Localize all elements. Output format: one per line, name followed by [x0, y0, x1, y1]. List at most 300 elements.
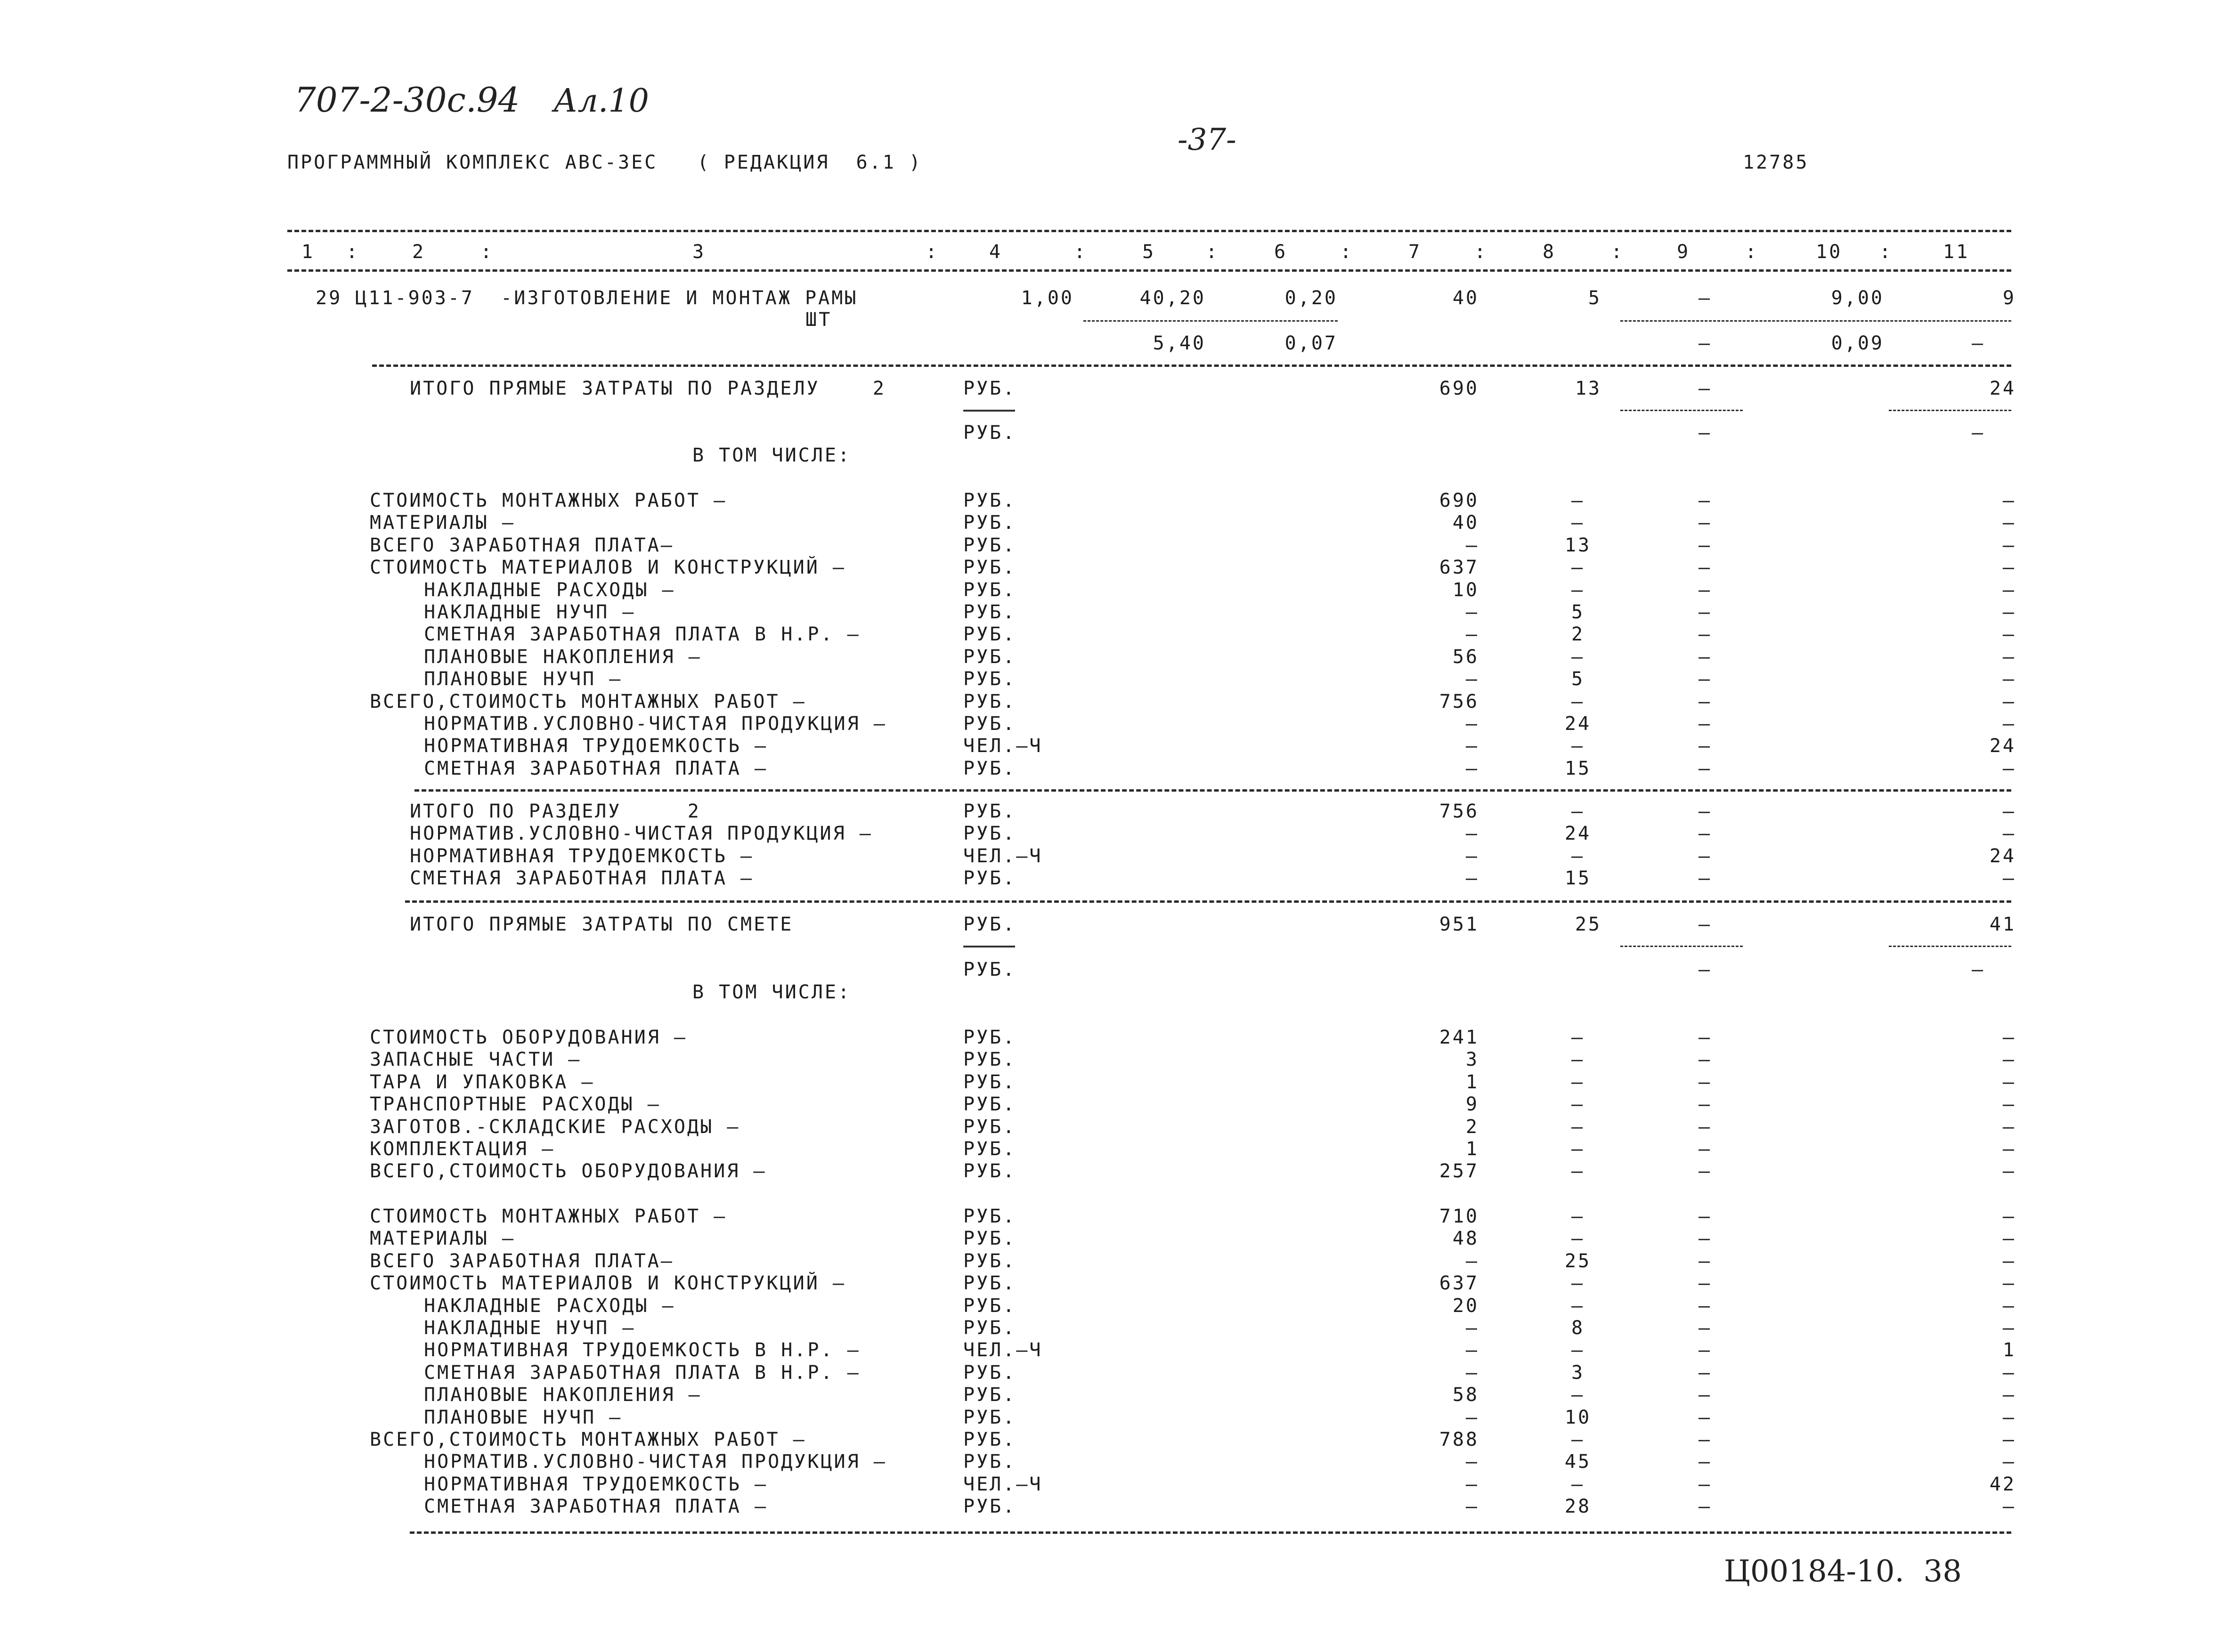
- section-row-unit: РУБ.: [963, 512, 1016, 534]
- equipment-row-c11: –: [2002, 1138, 2016, 1160]
- works-row-c9: –: [1698, 1206, 1712, 1227]
- summary-row-c9: –: [1698, 801, 1712, 822]
- column-header-cell: 1: [301, 241, 315, 263]
- works-row-c11: –: [2002, 1406, 2016, 1428]
- equipment-row-c7: 2: [1465, 1116, 1479, 1138]
- section-row-c9: –: [1698, 579, 1712, 601]
- equipment-row-c11: –: [2002, 1049, 2016, 1071]
- equipment-row-c7: 3: [1465, 1049, 1479, 1071]
- works-row-c8: –: [1571, 1429, 1585, 1450]
- works-row-c7: –: [1465, 1451, 1479, 1473]
- works-row-unit: РУБ.: [963, 1406, 1016, 1428]
- estimate-total-c9-2: –: [1698, 959, 1712, 980]
- equipment-row-c8: –: [1571, 1093, 1585, 1116]
- works-row-label: ВСЕГО,СТОИМОСТЬ МОНТАЖНЫХ РАБОТ –: [370, 1429, 806, 1450]
- section-row-label: МАТЕРИАЛЫ –: [370, 512, 515, 534]
- section-row-unit: РУБ.: [963, 713, 1016, 735]
- section-row-c9: –: [1698, 713, 1712, 735]
- works-row-c8: –: [1571, 1473, 1585, 1495]
- section-row-label: СТОИМОСТЬ МОНТАЖНЫХ РАБОТ –: [370, 490, 727, 511]
- column-header-cell: 5: [1142, 241, 1156, 263]
- equipment-row-label: ТАРА И УПАКОВКА –: [370, 1071, 595, 1093]
- works-row-unit: РУБ.: [963, 1384, 1016, 1406]
- program-title: ПРОГРАММНЫЙ КОМПЛЕКС АВС-3ЕС ( РЕДАКЦИЯ 6.1 ): [287, 152, 922, 173]
- summary-row-label: СМЕТНАЯ ЗАРАБОТНАЯ ПЛАТА –: [410, 867, 754, 890]
- equipment-row-c11: –: [2002, 1160, 2016, 1182]
- works-row-c8: 25: [1564, 1250, 1592, 1272]
- section-row-c9: –: [1698, 690, 1712, 713]
- works-row-c9: –: [1698, 1317, 1712, 1339]
- estimate-total-c11-2: –: [1971, 959, 1985, 980]
- summary-row-c8: –: [1571, 801, 1585, 822]
- section-row-c11: –: [2002, 668, 2016, 690]
- works-row-c11: –: [2002, 1451, 2016, 1473]
- section-row-c7: –: [1465, 601, 1479, 623]
- section-row-c8: –: [1571, 646, 1585, 668]
- works-row-c9: –: [1698, 1496, 1712, 1518]
- works-row-unit: РУБ.: [963, 1272, 1016, 1295]
- equipment-row-c9: –: [1698, 1027, 1712, 1048]
- summary-row-label: ИТОГО ПО РАЗДЕЛУ 2: [410, 801, 701, 822]
- section-row-c9: –: [1698, 512, 1712, 534]
- column-header-cell: 10: [1816, 241, 1843, 263]
- works-row-label: НОРМАТИВНАЯ ТРУДОЕМКОСТЬ В Н.Р. –: [424, 1339, 861, 1361]
- section-row-c7: 756: [1439, 690, 1479, 713]
- summary-row-unit: ЧЕЛ.–Ч: [963, 845, 1043, 867]
- works-row-c8: 8: [1571, 1317, 1585, 1339]
- item-c10a: 9,00: [1831, 287, 1884, 309]
- section-row-c8: –: [1571, 512, 1585, 534]
- equipment-row-c7: 1: [1465, 1071, 1479, 1093]
- works-row-c8: 45: [1564, 1451, 1592, 1473]
- header-top-rule: [287, 230, 2011, 232]
- item-c8: 5: [1588, 287, 1601, 309]
- works-row-label: ПЛАНОВЫЕ НАКОПЛЕНИЯ –: [424, 1384, 702, 1406]
- section-row-c8: –: [1571, 490, 1585, 511]
- summary-row-c7: 756: [1439, 801, 1479, 822]
- equipment-row-c7: 9: [1465, 1093, 1479, 1116]
- section-row-c11: –: [2002, 757, 2016, 779]
- works-row-c9: –: [1698, 1272, 1712, 1295]
- equipment-row-c9: –: [1698, 1138, 1712, 1160]
- works-row-c11: –: [2002, 1228, 2016, 1250]
- works-row-c7: –: [1465, 1361, 1479, 1384]
- section-row-unit: РУБ.: [963, 690, 1016, 713]
- section-row-c9: –: [1698, 668, 1712, 690]
- equipment-row-c8: –: [1571, 1049, 1585, 1071]
- in-that-number-heading: В ТОМ ЧИСЛЕ:: [692, 445, 851, 466]
- equipment-row-c8: –: [1571, 1138, 1585, 1160]
- column-header-cell: 4: [989, 241, 1003, 263]
- works-row-c11: –: [2002, 1295, 2016, 1317]
- section-row-label: ПЛАНОВЫЕ НУЧП –: [424, 668, 623, 690]
- column-header-cell: 11: [1943, 241, 1970, 263]
- section-row-c11: –: [2002, 512, 2016, 534]
- item-c6a: 0,20: [1284, 287, 1338, 309]
- summary-row-c8: 15: [1564, 867, 1592, 890]
- column-header-cell: :: [480, 241, 494, 263]
- works-row-c7: –: [1465, 1473, 1479, 1495]
- works-row-label: СТОИМОСТЬ МАТЕРИАЛОВ И КОНСТРУКЦИЙ –: [370, 1272, 846, 1295]
- estimate-total-c9-underline: [1620, 946, 1743, 947]
- item-c6b: 0,07: [1284, 332, 1338, 354]
- section-row-c8: –: [1571, 690, 1585, 713]
- equipment-row-c9: –: [1698, 1116, 1712, 1138]
- section-row-label: ВСЕГО,СТОИМОСТЬ МОНТАЖНЫХ РАБОТ –: [370, 690, 806, 713]
- section-total-c11-underline: [1889, 410, 2011, 411]
- column-header-cell: :: [1206, 241, 1219, 263]
- works-row-label: НОРМАТИВ.УСЛОВНО-ЧИСТАЯ ПРОДУКЦИЯ –: [424, 1451, 887, 1473]
- equipment-row-c11: –: [2002, 1071, 2016, 1093]
- works-row-unit: РУБ.: [963, 1250, 1016, 1272]
- works-row-unit: РУБ.: [963, 1361, 1016, 1384]
- section-row-c8: 24: [1564, 713, 1592, 735]
- section-row-label: СМЕТНАЯ ЗАРАБОТНАЯ ПЛАТА В Н.Р. –: [424, 624, 861, 646]
- works-row-c8: 10: [1564, 1406, 1592, 1428]
- item-c7: 40: [1452, 287, 1479, 309]
- column-header-cell: 9: [1677, 241, 1691, 263]
- section-row-c11: 24: [1989, 735, 2016, 757]
- works-row-c7: 710: [1439, 1206, 1479, 1227]
- item-c5b: 5,40: [1153, 332, 1206, 354]
- page-number: -37-: [1178, 122, 1236, 157]
- works-row-unit: РУБ.: [963, 1429, 1016, 1450]
- equipment-row-label: ЗАГОТОВ.-СКЛАДСКИЕ РАСХОДЫ –: [370, 1116, 740, 1138]
- section-total-unit-underline: [963, 410, 1015, 412]
- section-row-c7: 690: [1439, 490, 1479, 511]
- section-row-unit: РУБ.: [963, 624, 1016, 646]
- equipment-row-label: ТРАНСПОРТНЫЕ РАСХОДЫ –: [370, 1093, 661, 1116]
- section-row-c8: 2: [1571, 624, 1585, 646]
- summary-row-c11: 24: [1989, 845, 2016, 867]
- section-row-c8: –: [1571, 579, 1585, 601]
- item-description: 29 Ц11-903-7 -ИЗГОТОВЛЕНИЕ И МОНТАЖ РАМЫ: [316, 287, 858, 309]
- column-header-cell: :: [1879, 241, 1893, 263]
- equipment-row-unit: РУБ.: [963, 1093, 1016, 1116]
- item-bottom-rule: [372, 364, 2011, 367]
- works-row-c7: 58: [1452, 1384, 1479, 1406]
- works-row-label: ПЛАНОВЫЕ НУЧП –: [424, 1406, 623, 1428]
- section-row-unit: ЧЕЛ.–Ч: [963, 735, 1043, 757]
- estimate-total-unit: РУБ.: [963, 914, 1016, 935]
- item-c10b: 0,09: [1831, 332, 1884, 354]
- equipment-row-c9: –: [1698, 1093, 1712, 1116]
- section-row-c11: –: [2002, 690, 2016, 713]
- works-row-unit: РУБ.: [963, 1317, 1016, 1339]
- column-header-cell: :: [1611, 241, 1625, 263]
- section-row-c9: –: [1698, 757, 1712, 779]
- summary-row-c9: –: [1698, 867, 1712, 890]
- works-row-c7: 20: [1452, 1295, 1479, 1317]
- equipment-row-c7: 1: [1465, 1138, 1479, 1160]
- summary-row-c7: –: [1465, 867, 1479, 890]
- summary-row-c7: –: [1465, 823, 1479, 845]
- item-sub-rule-a: [1083, 320, 1338, 322]
- works-row-c9: –: [1698, 1295, 1712, 1317]
- section-row-label: ПЛАНОВЫЕ НАКОПЛЕНИЯ –: [424, 646, 702, 668]
- equipment-row-c8: –: [1571, 1116, 1585, 1138]
- section-row-c9: –: [1698, 624, 1712, 646]
- column-header-cell: 6: [1274, 241, 1288, 263]
- section-row-c9: –: [1698, 601, 1712, 623]
- footer-stamp: Ц00184-10. 38: [1724, 1554, 1962, 1589]
- section-row-c7: 56: [1452, 646, 1479, 668]
- works-row-c8: –: [1571, 1272, 1585, 1295]
- works-row-c8: –: [1571, 1384, 1585, 1406]
- section-row-c8: 15: [1564, 757, 1592, 779]
- works-row-unit: РУБ.: [963, 1295, 1016, 1317]
- summary-row-label: НОРМАТИВНАЯ ТРУДОЕМКОСТЬ –: [410, 845, 754, 867]
- section-total-unit: РУБ.: [963, 378, 1016, 399]
- column-header-cell: :: [1340, 241, 1354, 263]
- section-row-c7: –: [1465, 735, 1479, 757]
- estimate-total-c8: 25: [1575, 914, 1601, 935]
- works-row-c11: –: [2002, 1206, 2016, 1227]
- equipment-row-unit: РУБ.: [963, 1071, 1016, 1093]
- section-row-c7: 40: [1452, 512, 1479, 534]
- works-row-label: СМЕТНАЯ ЗАРАБОТНАЯ ПЛАТА –: [424, 1496, 768, 1518]
- works-row-c9: –: [1698, 1429, 1712, 1450]
- works-row-c9: –: [1698, 1339, 1712, 1361]
- estimate-total-unit-underline: [963, 946, 1015, 947]
- works-row-unit: РУБ.: [963, 1496, 1016, 1518]
- section-row-c9: –: [1698, 735, 1712, 757]
- section-row-label: НАКЛАДНЫЕ НУЧП –: [424, 601, 636, 623]
- section-row-c8: –: [1571, 557, 1585, 579]
- works-row-c8: –: [1571, 1295, 1585, 1317]
- column-header-cell: 7: [1408, 241, 1422, 263]
- equipment-row-unit: РУБ.: [963, 1138, 1016, 1160]
- section-row-c11: –: [2002, 490, 2016, 511]
- works-row-label: НАКЛАДНЫЕ НУЧП –: [424, 1317, 636, 1339]
- column-header-cell: :: [346, 241, 360, 263]
- summary-row-c8: –: [1571, 845, 1585, 867]
- section-row-unit: РУБ.: [963, 490, 1016, 511]
- works-row-label: СТОИМОСТЬ МОНТАЖНЫХ РАБОТ –: [370, 1206, 727, 1227]
- summary-row-label: НОРМАТИВ.УСЛОВНО-ЧИСТАЯ ПРОДУКЦИЯ –: [410, 823, 873, 845]
- section-row-unit: РУБ.: [963, 579, 1016, 601]
- equipment-row-label: ЗАПАСНЫЕ ЧАСТИ –: [370, 1049, 582, 1071]
- column-header-cell: 2: [412, 241, 426, 263]
- equipment-row-c11: –: [2002, 1116, 2016, 1138]
- section-row-c8: 5: [1571, 668, 1585, 690]
- section-row-c9: –: [1698, 646, 1712, 668]
- section-row-c7: –: [1465, 534, 1479, 556]
- doc-code: 707-2-30с.94: [294, 80, 520, 120]
- estimate-total-label: ИТОГО ПРЯМЫЕ ЗАТРАТЫ ПО СМЕТЕ: [410, 914, 794, 935]
- equipment-row-unit: РУБ.: [963, 1027, 1016, 1048]
- item-c11: 9: [2002, 287, 2016, 309]
- section-row-label: НАКЛАДНЫЕ РАСХОДЫ –: [424, 579, 675, 601]
- works-row-c11: –: [2002, 1250, 2016, 1272]
- works-row-c11: –: [2002, 1361, 2016, 1384]
- summary-row-c11: –: [2002, 801, 2016, 822]
- works-row-c11: –: [2002, 1429, 2016, 1450]
- item-unit: ШТ: [805, 309, 832, 331]
- equipment-row-c11: –: [2002, 1093, 2016, 1116]
- equipment-row-c8: –: [1571, 1071, 1585, 1093]
- works-row-c11: –: [2002, 1496, 2016, 1518]
- section-total-unit-2: РУБ.: [963, 422, 1016, 444]
- estimate-total-c11-underline: [1889, 946, 2011, 947]
- section-row-c11: –: [2002, 646, 2016, 668]
- works-row-c7: 48: [1452, 1228, 1479, 1250]
- column-header-cell: :: [1745, 241, 1759, 263]
- equipment-row-label: КОМПЛЕКТАЦИЯ –: [370, 1138, 555, 1160]
- section-row-c8: 5: [1571, 601, 1585, 623]
- works-row-c9: –: [1698, 1250, 1712, 1272]
- section-row-c9: –: [1698, 490, 1712, 511]
- equipment-row-c7: 257: [1439, 1160, 1479, 1182]
- equipment-row-unit: РУБ.: [963, 1160, 1016, 1182]
- works-row-c11: 1: [2002, 1339, 2016, 1361]
- works-row-c9: –: [1698, 1473, 1712, 1495]
- works-row-c9: –: [1698, 1406, 1712, 1428]
- works-row-c9: –: [1698, 1361, 1712, 1384]
- works-row-c11: 42: [1989, 1473, 2016, 1495]
- section-row-unit: РУБ.: [963, 757, 1016, 779]
- equipment-row-c8: –: [1571, 1160, 1585, 1182]
- works-row-unit: РУБ.: [963, 1228, 1016, 1250]
- works-row-label: НОРМАТИВНАЯ ТРУДОЕМКОСТЬ –: [424, 1473, 768, 1495]
- summary-row-c7: –: [1465, 845, 1479, 867]
- section-total-c11: 24: [1989, 378, 2016, 399]
- works-row-label: ВСЕГО ЗАРАБОТНАЯ ПЛАТА–: [370, 1250, 674, 1272]
- section-row-c11: –: [2002, 534, 2016, 556]
- section-row-label: НОРМАТИВ.УСЛОВНО-ЧИСТАЯ ПРОДУКЦИЯ –: [424, 713, 887, 735]
- summary-row-unit: РУБ.: [963, 801, 1016, 822]
- column-header-cell: :: [1474, 241, 1488, 263]
- section-row-c7: 10: [1452, 579, 1479, 601]
- estimate-total-c11: 41: [1989, 914, 2016, 935]
- section-summary-rule: [405, 900, 2011, 903]
- section-row-c11: –: [2002, 579, 2016, 601]
- works-row-c9: –: [1698, 1384, 1712, 1406]
- summary-row-unit: РУБ.: [963, 823, 1016, 845]
- column-header-cell: :: [926, 241, 939, 263]
- section-row-c9: –: [1698, 557, 1712, 579]
- summary-row-c11: –: [2002, 867, 2016, 890]
- section-breakdown-rule: [415, 789, 2011, 792]
- item-c9a: –: [1698, 287, 1712, 309]
- works-row-unit: РУБ.: [963, 1206, 1016, 1227]
- works-row-c7: –: [1465, 1317, 1479, 1339]
- item-c9b: –: [1698, 332, 1712, 354]
- item-c5a: 40,20: [1139, 287, 1206, 309]
- equipment-row-c9: –: [1698, 1160, 1712, 1182]
- section-row-c9: –: [1698, 534, 1712, 556]
- section-row-label: СМЕТНАЯ ЗАРАБОТНАЯ ПЛАТА –: [424, 757, 768, 779]
- section-row-c11: –: [2002, 624, 2016, 646]
- works-row-c7: –: [1465, 1250, 1479, 1272]
- summary-row-c11: –: [2002, 823, 2016, 845]
- equipment-row-c8: –: [1571, 1027, 1585, 1048]
- header-bottom-rule: [287, 269, 2011, 272]
- section-row-c11: –: [2002, 601, 2016, 623]
- section-row-c7: –: [1465, 757, 1479, 779]
- works-row-label: МАТЕРИАЛЫ –: [370, 1228, 515, 1250]
- equipment-row-unit: РУБ.: [963, 1116, 1016, 1138]
- column-header-cell: :: [1074, 241, 1088, 263]
- item-c11b: –: [1971, 332, 1985, 354]
- section-row-c11: –: [2002, 713, 2016, 735]
- item-qty: 1,00: [1021, 287, 1074, 309]
- equipment-row-label: ВСЕГО,СТОИМОСТЬ ОБОРУДОВАНИЯ –: [370, 1160, 767, 1182]
- works-row-c11: –: [2002, 1272, 2016, 1295]
- column-header-cell: 8: [1543, 241, 1556, 263]
- equipment-row-unit: РУБ.: [963, 1049, 1016, 1071]
- estimate-total-c9: –: [1698, 914, 1712, 935]
- section-row-c11: –: [2002, 557, 2016, 579]
- works-row-c8: –: [1571, 1228, 1585, 1250]
- works-row-c8: 3: [1571, 1361, 1585, 1384]
- section-total-c9-2: –: [1698, 422, 1712, 444]
- section-total-c8: 13: [1575, 378, 1601, 399]
- equipment-row-label: СТОИМОСТЬ ОБОРУДОВАНИЯ –: [370, 1027, 687, 1048]
- in-that-number-heading-2: В ТОМ ЧИСЛЕ:: [692, 981, 851, 1003]
- section-row-c8: 13: [1564, 534, 1592, 556]
- section-total-label: ИТОГО ПРЯМЫЕ ЗАТРАТЫ ПО РАЗДЕЛУ 2: [410, 378, 886, 399]
- section-total-c9-underline: [1620, 410, 1743, 411]
- works-row-label: НАКЛАДНЫЕ РАСХОДЫ –: [424, 1295, 675, 1317]
- section-row-c7: 637: [1439, 557, 1479, 579]
- section-row-c8: –: [1571, 735, 1585, 757]
- section-row-c7: –: [1465, 713, 1479, 735]
- equipment-row-c9: –: [1698, 1049, 1712, 1071]
- works-row-unit: ЧЕЛ.–Ч: [963, 1473, 1043, 1495]
- section-row-unit: РУБ.: [963, 557, 1016, 579]
- summary-row-unit: РУБ.: [963, 867, 1016, 890]
- works-row-c9: –: [1698, 1228, 1712, 1250]
- equipment-row-c7: 241: [1439, 1027, 1479, 1048]
- works-row-c8: –: [1571, 1339, 1585, 1361]
- section-total-c11-2: –: [1971, 422, 1985, 444]
- section-row-unit: РУБ.: [963, 534, 1016, 556]
- item-sub-rule-b: [1620, 320, 2011, 322]
- summary-row-c8: 24: [1564, 823, 1592, 845]
- works-row-unit: РУБ.: [963, 1451, 1016, 1473]
- column-header-cell: 3: [692, 241, 706, 263]
- works-row-c7: –: [1465, 1406, 1479, 1428]
- album-number: Ал.10: [553, 82, 649, 120]
- works-row-c9: –: [1698, 1451, 1712, 1473]
- page-bottom-rule: [410, 1531, 2011, 1534]
- summary-row-c9: –: [1698, 823, 1712, 845]
- works-row-c7: 788: [1439, 1429, 1479, 1450]
- document-number: 12785: [1743, 152, 1809, 173]
- section-total-c7: 690: [1439, 378, 1479, 399]
- section-total-c9: –: [1698, 378, 1712, 399]
- works-row-c8: –: [1571, 1206, 1585, 1227]
- section-row-c7: –: [1465, 668, 1479, 690]
- works-row-c8: 28: [1564, 1496, 1592, 1518]
- equipment-row-c11: –: [2002, 1027, 2016, 1048]
- works-row-unit: ЧЕЛ.–Ч: [963, 1339, 1043, 1361]
- works-row-c7: –: [1465, 1496, 1479, 1518]
- works-row-c7: –: [1465, 1339, 1479, 1361]
- works-row-c7: 637: [1439, 1272, 1479, 1295]
- section-row-unit: РУБ.: [963, 646, 1016, 668]
- works-row-c11: –: [2002, 1384, 2016, 1406]
- summary-row-c9: –: [1698, 845, 1712, 867]
- section-row-unit: РУБ.: [963, 668, 1016, 690]
- equipment-row-c9: –: [1698, 1071, 1712, 1093]
- estimate-total-c7: 951: [1439, 914, 1479, 935]
- section-row-label: ВСЕГО ЗАРАБОТНАЯ ПЛАТА–: [370, 534, 674, 556]
- section-row-c7: –: [1465, 624, 1479, 646]
- section-row-label: СТОИМОСТЬ МАТЕРИАЛОВ И КОНСТРУКЦИЙ –: [370, 557, 846, 579]
- works-row-label: СМЕТНАЯ ЗАРАБОТНАЯ ПЛАТА В Н.Р. –: [424, 1361, 861, 1384]
